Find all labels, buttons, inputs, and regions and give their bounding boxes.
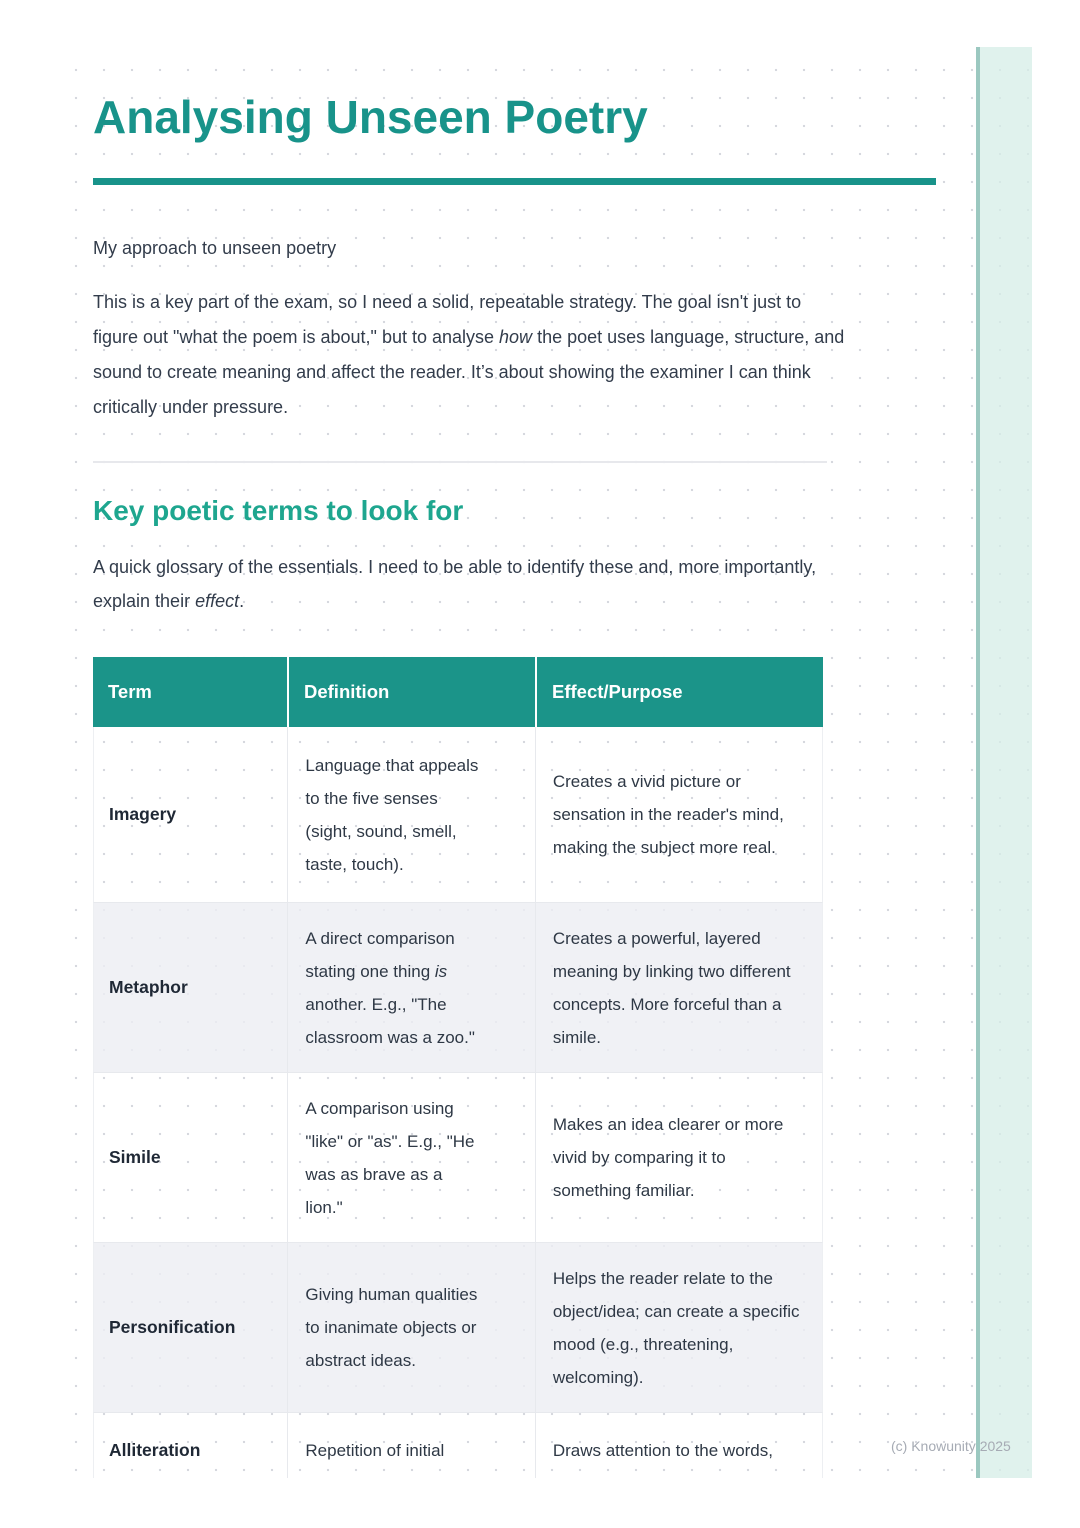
copyright-watermark: (c) Knowunity 2025 [891, 1438, 1011, 1454]
table-row-personification [93, 1243, 823, 1413]
page-title: Analysing Unseen Poetry [93, 91, 648, 143]
table-row-alliteration [93, 1413, 823, 1478]
term-cell: Personification [109, 1317, 236, 1337]
definition-cell [287, 1413, 534, 1478]
intro-paragraph-text: This is a key part of the exam, so I need a solid, repeatable strategy. The goal isn't just to figure out "what the poem is about," but to analyse [93, 292, 802, 347]
table-header-term: Term [108, 681, 152, 702]
intro-label: My approach to unseen poetry [93, 238, 337, 258]
section-description-text: A quick glossary of the essentials. I need to be able to identify these and, more importantly, explain their [93, 557, 817, 611]
section-heading: Key poetic terms to look for [93, 495, 464, 526]
document-page [55, 47, 1032, 1478]
term-cell: Alliteration [109, 1440, 201, 1460]
term-cell: Simile [109, 1147, 161, 1167]
effect-cell [535, 1243, 822, 1412]
section-description [93, 550, 851, 618]
table-row-metaphor [93, 903, 823, 1073]
title-underline [93, 178, 936, 185]
section-divider [93, 461, 827, 463]
effect-text: Creates a powerful, layered meaning by linking two different concepts. More forceful than a simile. [552, 928, 791, 1047]
term-cell: Imagery [109, 804, 177, 824]
definition-text: Giving human qualities to inanimate objects or abstract ideas. [305, 1285, 478, 1370]
definition-text: Language that appeals to the five senses (sight, sound, smell, taste, touch). [305, 755, 479, 874]
definition-cell [287, 1073, 534, 1242]
table-header-definition: Definition [287, 657, 535, 727]
definition-text: Repetition of initial [305, 1441, 445, 1460]
table-header-effect: Effect/Purpose [535, 657, 823, 727]
term-cell: Metaphor [109, 977, 188, 997]
effect-text: Makes an idea clearer or more vivid by comparing it to something familiar. [552, 1115, 784, 1200]
intro-paragraph-text-cont: the poet uses language, structure, and sound to create meaning and affect the reader. It’s about showing the examiner I can think critically under pressure. [93, 327, 845, 417]
effect-cell [535, 903, 822, 1072]
table-row-imagery [93, 727, 823, 903]
effect-cell [535, 1413, 822, 1478]
table-row-simile [93, 1073, 823, 1243]
effect-cell [535, 727, 822, 902]
intro-paragraph-italic: how [499, 327, 533, 347]
table-header-row [93, 657, 823, 727]
section-description-text-cont: . [239, 591, 245, 611]
definition-text: A comparison using "like" or "as". E.g., "He was as brave as a lion." [305, 1098, 475, 1217]
poetic-terms-table [93, 657, 823, 1478]
effect-text: Helps the reader relate to the object/idea; can create a specific mood (e.g., threatening, welcoming). [552, 1268, 800, 1387]
section-description-italic: effect [195, 591, 240, 611]
definition-cell [287, 727, 534, 902]
effect-text: Creates a vivid picture or sensation in the reader's mind, making the subject more real. [552, 772, 784, 857]
definition-text: A direct comparison stating one thing is another. E.g., "The classroom was a zoo." [305, 928, 475, 1047]
intro-paragraph [93, 285, 845, 425]
effect-text: Draws attention to the words, [552, 1441, 773, 1460]
definition-cell [287, 903, 534, 1072]
page-edge-stripe [976, 47, 1032, 1478]
effect-cell [535, 1073, 822, 1242]
definition-cell [287, 1243, 534, 1412]
